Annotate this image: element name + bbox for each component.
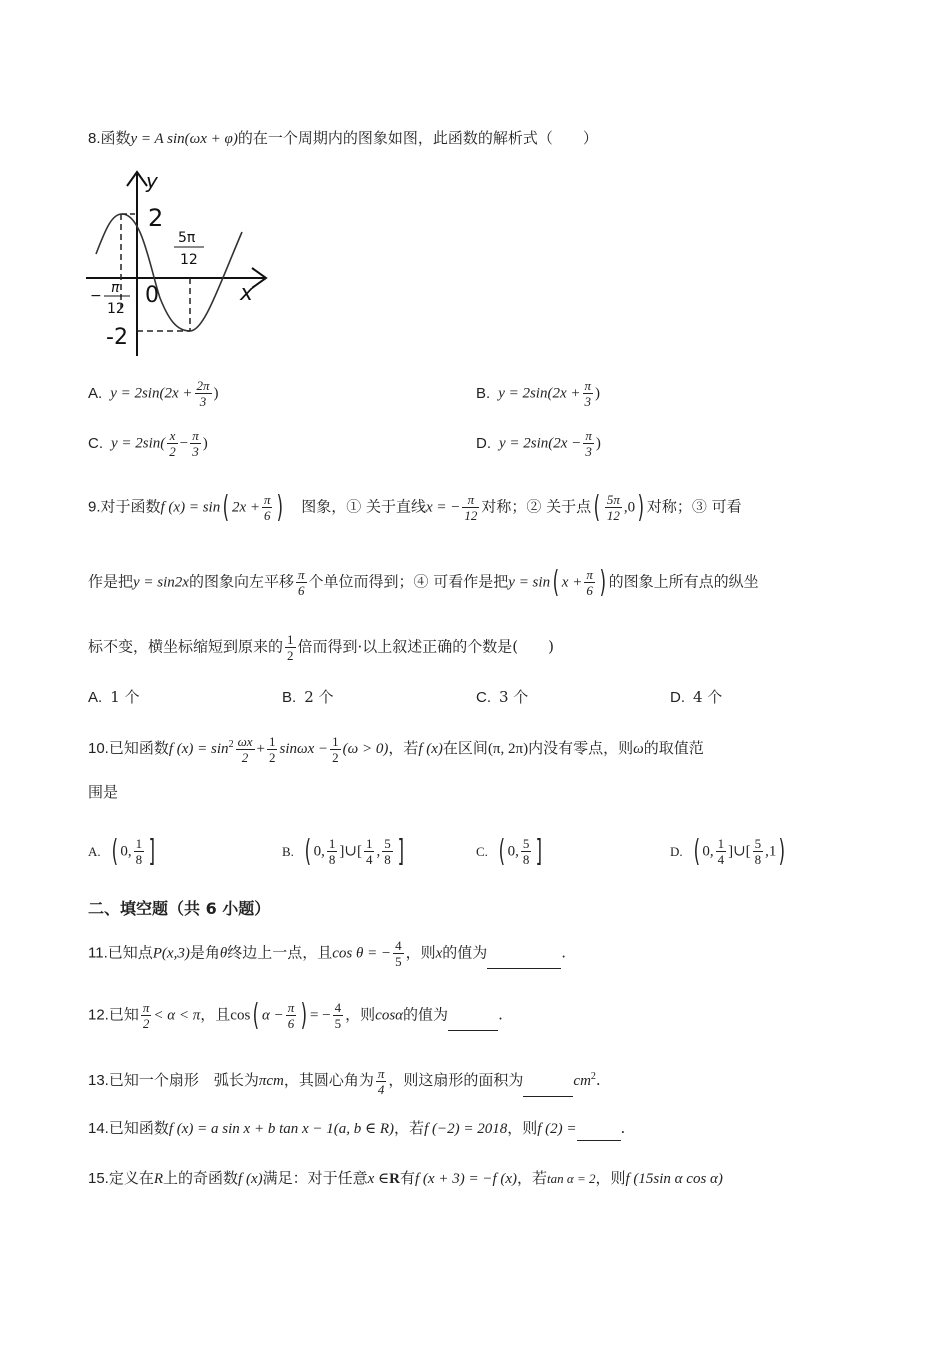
q11-a: 11.已知点 (88, 944, 153, 962)
q9-l2-y2: y = sin (508, 574, 551, 591)
q12-ca: cosα (375, 1007, 404, 1024)
q10-l1-cond: (ω > 0) (342, 741, 389, 757)
q14-end: . (620, 1119, 626, 1137)
q8-stem-a: 8.函数 (88, 130, 131, 147)
q11-c: 终边上一点，且 (227, 943, 333, 962)
q10-b-frac1: $\frac{1}{8}$ (328, 836, 336, 867)
q10-option-c[interactable]: C. ( 0, $\frac{5}{8}$ ] (476, 833, 543, 869)
q12-b: ，且 (200, 1005, 231, 1024)
q10-option-a[interactable]: A. ( 0, $\frac{1}{8}$ ] (88, 833, 156, 869)
q10-d-frac2: $\frac{5}{8}$ (754, 836, 762, 867)
q8-option-a-label: A. (88, 384, 103, 402)
q10-option-d-label: D. (670, 843, 683, 859)
q9-l2-b: 的图象向左平移 (188, 572, 294, 591)
q14-b: ，若 (394, 1119, 425, 1137)
q14-e: f (2) = (537, 1121, 577, 1137)
q12-eq: = − (309, 1007, 331, 1024)
q10-b-0: 0, (313, 843, 325, 860)
q9-l2-in: x + (561, 574, 583, 591)
q13-frac: $\frac{\pi}{4}$ (377, 1065, 385, 1097)
q12-cos: cos (230, 1007, 251, 1024)
q9-option-c-label: C. (476, 689, 491, 706)
q9-l2-a: 作是把 (88, 572, 134, 591)
q11-p: P(x,3) (152, 945, 190, 962)
q10-l1-iv: (π, 2π) (487, 741, 529, 757)
q8-graph-label-2: 2 (148, 204, 164, 232)
q9-l2-d: 的图象上所有点的纵坐 (608, 572, 759, 591)
q8-a-post: ) (213, 385, 219, 402)
q8-d-post: ) (595, 435, 601, 452)
q10-l1-frac2: $\frac{1}{2}$ (268, 733, 276, 765)
q9-option-c-text: 3 个 (499, 688, 529, 706)
q9-l2-c: 个单位而得到；④ 可看作是把 (308, 572, 509, 591)
q10-l1-frac1: $\frac{\omega x}{2}$ (237, 733, 253, 765)
q10-b-frac2: $\frac{1}{4}$ (365, 836, 373, 867)
q15-R: R (153, 1171, 164, 1187)
q13-c: ，则这扇形的面积为 (388, 1071, 524, 1089)
q10-d-union: ]∪[ (728, 843, 751, 860)
q8-a-frac: $\frac{2\pi}{3}$ (196, 378, 210, 409)
q9-option-d-label: D. (670, 689, 685, 706)
q10-d-0: 0, (702, 843, 714, 860)
q9-l1-frac2: $\frac{\pi}{12}$ (464, 492, 478, 523)
q10-b-comma: , (376, 843, 381, 860)
q11-end: . (561, 943, 567, 962)
q9-l1-f: f (x) = sin (160, 499, 221, 516)
q9-line-1: 9.对于函数f (x) = sin( 2x + $\frac{\pi}{6}$ ) 图象，① 关于直线x = − $\frac{\pi}{12}$ 对称；② 关于点( $\frac{5\pi}{12}$ ,0) 对称；③ 可看 (88, 489, 742, 525)
q15 (88, 1166, 723, 1191)
q12-frac1: $\frac{\pi}{2}$ (142, 1000, 150, 1031)
q9-l1-in: 2x + (231, 499, 260, 516)
q9-line-3 (88, 632, 554, 663)
q8-d-pre: y = 2sin(2x − (499, 435, 582, 452)
q15-x: x ∈ (367, 1171, 390, 1187)
q11-cos: cos θ = − (332, 945, 392, 962)
q8-option-b-label: B. (476, 384, 491, 402)
q10-b-frac3: $\frac{5}{8}$ (384, 836, 391, 867)
q13-unit: cm (573, 1073, 591, 1089)
q9-option-a[interactable] (88, 685, 140, 710)
q14-d: ，则 (507, 1119, 538, 1137)
q13-answer-blank[interactable] (523, 1078, 573, 1097)
q8-graph-x-label: x (240, 281, 254, 306)
q9-option-b-label: B. (282, 689, 297, 706)
q8-stem-b: 的在一个周期内的图象如图，此函数的解析式（ ） (237, 129, 598, 147)
q13-pc: πcm (258, 1073, 284, 1089)
q9-l3-frac: $\frac{1}{2}$ (287, 632, 294, 663)
q8-d-frac: $\frac{\pi}{3}$ (585, 428, 592, 459)
q8-c-frac1: $\frac{x}{2}$ (169, 428, 176, 459)
q9-l1-d: 对称；③ 可看 (646, 497, 742, 516)
q9-l1-frac: $\frac{\pi}{6}$ (263, 492, 271, 523)
q8-c-pre: y = 2sin( (111, 435, 166, 452)
q8-graph-y-label: y (146, 169, 158, 193)
q8-option-d[interactable] (476, 428, 601, 459)
q12-e: 的值为 (403, 1005, 449, 1024)
q10-l1-p: + (256, 741, 265, 757)
q12-lt: < α < π (153, 1007, 201, 1024)
q10-l1-d: 内没有零点，则 (528, 739, 634, 757)
q15-e: f (x + 3) = −f (x) (415, 1171, 518, 1187)
q9-line-2: 作是把y = sin2x的图象向左平移 $\frac{\pi}{6}$ 个单位而得到；④ 可看作是把y = sin( x + $\frac{\pi}{6}$ ) 的图象上所有点的纵坐 (88, 564, 759, 600)
q8-graph-label-0: 0 (145, 283, 159, 308)
q9-l1-frac3: $\frac{5\pi}{12}$ (606, 492, 620, 523)
q8-c-frac2: $\frac{\pi}{3}$ (192, 428, 199, 459)
q8-graph-label-neg2: -2 (106, 325, 128, 350)
q9-l1-x: x = − (425, 499, 461, 516)
q13-end: . (595, 1071, 601, 1089)
q8-stem (88, 126, 598, 151)
q8-a-pre: y = 2sin(2x + (110, 385, 193, 402)
q15-tan: tan α = 2 (547, 1171, 596, 1186)
q8-option-c-label: C. (88, 434, 103, 452)
q8-option-a[interactable] (88, 378, 219, 409)
q15-c: 满足：对于任意 (262, 1169, 368, 1187)
q9-option-d[interactable] (670, 685, 722, 710)
q10-l1-a: 10.已知函数 (88, 740, 169, 757)
q15-g: ，则 (595, 1169, 626, 1187)
section-fill-in-title: 二、填空题（共 6 小题） (88, 899, 271, 918)
q10-option-a-label: A. (88, 843, 101, 859)
q10-c-0: 0, (507, 843, 519, 860)
q8-graph-neg-12: 12 (107, 301, 125, 317)
q12-a: 12.已知 (88, 1006, 139, 1024)
q9-option-a-label: A. (88, 689, 103, 706)
q10-l1-e: 的取值范 (643, 739, 704, 757)
q10-option-c-label: C. (476, 843, 488, 859)
q12-end: . (498, 1005, 503, 1024)
q14-c: f (−2) = 2018 (424, 1121, 508, 1137)
q11-theta: θ (219, 945, 228, 962)
q12-in: α − (262, 1007, 284, 1024)
q8-c-mid: − (179, 435, 189, 452)
q9-l2-frac: $\frac{\pi}{6}$ (297, 567, 305, 598)
q10-d-comma: ,1 (765, 843, 777, 860)
q11 (88, 938, 566, 969)
q14-a: 14.已知函数 (88, 1120, 169, 1137)
q8-graph-fivepi: 5π (178, 230, 196, 246)
q10-c-frac: $\frac{5}{8}$ (522, 836, 530, 867)
q10-a-frac: $\frac{1}{8}$ (135, 836, 143, 867)
q10-d-frac1: $\frac{1}{4}$ (717, 836, 725, 867)
q9-l3-b: 倍而得到·以上叙述正确的个数是( ) (297, 637, 554, 656)
q11-f: 的值为 (442, 943, 488, 962)
q10-l1-sq: 2 (228, 739, 234, 750)
q15-f: ，若 (517, 1169, 548, 1187)
q8-c-post: ) (202, 435, 208, 452)
q15-d: 有 (400, 1169, 416, 1187)
q12-frac3: $\frac{4}{5}$ (334, 1000, 342, 1031)
q13-b: ，其圆心角为 (283, 1071, 374, 1089)
q8-graph (84, 168, 284, 363)
q9-option-b-text: 2 个 (304, 688, 334, 706)
q9-option-d-text: 4 个 (693, 688, 723, 706)
q14-answer-blank[interactable] (577, 1122, 621, 1141)
q10-l1-frac3: $\frac{1}{2}$ (332, 733, 339, 765)
q10-option-b-label: B. (282, 843, 294, 859)
q10-a-0: 0, (120, 843, 132, 860)
q8-graph-neg-sign: − (90, 288, 102, 304)
q11-x: x (435, 945, 443, 962)
q10-l1-b: ，若 (388, 739, 419, 757)
q15-h: f (15sin α cos α) (625, 1171, 723, 1187)
q15-b: 上的奇函数 (163, 1169, 239, 1187)
q8-graph-neg-pi: π (111, 280, 120, 296)
q14-f: f (x) = a sin x + b tan x − 1(a, b ∈ R) (168, 1121, 395, 1137)
q8-b-frac: $\frac{\pi}{3}$ (584, 378, 592, 409)
q9-l1-c: 对称；② 关于点 (481, 497, 592, 516)
q13-sup: 2 (590, 1071, 596, 1082)
q11-frac: $\frac{4}{5}$ (395, 938, 402, 969)
q10-option-d[interactable]: D. ( 0, $\frac{1}{4}$ ]∪[ $\frac{5}{8}$ ,1) (670, 833, 786, 869)
q8-option-c[interactable] (88, 428, 208, 459)
q11-b: 是角 (189, 943, 220, 962)
q12-c: ，则 (345, 1005, 376, 1024)
q15-a: 15.定义在 (88, 1170, 154, 1187)
q15-Rb: R (389, 1171, 400, 1187)
q11-e: ，则 (405, 943, 436, 962)
q8-option-d-label: D. (476, 434, 491, 452)
q9-l2-y: y = sin2x (133, 574, 189, 591)
q13-a: 13.已知一个扇形 弧长为 (88, 1072, 259, 1089)
q10-l1-w: ω (633, 741, 644, 757)
q12: 12.已知 $\frac{\pi}{2}$ < α < π，且cos( α − $\frac{\pi}{6}$ ) = − $\frac{4}{5}$ ，则cosα的值为 . (88, 997, 503, 1033)
q13 (88, 1065, 601, 1097)
q10-line-1 (88, 733, 704, 765)
q10-option-b[interactable]: B. ( 0, $\frac{1}{8}$ ]∪[ $\frac{1}{4}$ , $\frac{5}{8}$ ] (282, 833, 404, 869)
q9-l1-0: ,0 (623, 499, 636, 516)
q8-option-b[interactable] (476, 378, 600, 409)
q12-answer-blank[interactable] (448, 1012, 498, 1031)
q9-l1-a: 9.对于函数 (88, 498, 161, 516)
q10-line-2: 围是 (88, 783, 119, 801)
q9-l2-frac2: $\frac{\pi}{6}$ (586, 567, 593, 598)
q12-frac2: $\frac{\pi}{6}$ (287, 1000, 295, 1031)
q9-option-b[interactable] (282, 685, 334, 710)
q8-formula: y = A sin(ωx + φ) (130, 131, 238, 147)
q10-l1-f: f (x) = sin (168, 741, 229, 757)
q8-b-pre: y = 2sin(2x + (498, 385, 581, 402)
q15-fx: f (x) (238, 1171, 263, 1187)
q9-option-a-text: 1 个 (110, 688, 140, 706)
q8-graph-fivepi-den: 12 (180, 252, 198, 268)
q10-l1-c: 在区间 (442, 739, 488, 757)
q10-l1-fx: f (x) (418, 741, 443, 757)
q8-b-post: ) (595, 385, 601, 402)
q14 (88, 1116, 625, 1141)
q9-l1-b: 图象，① 关于直线 (286, 497, 426, 516)
q11-answer-blank[interactable] (487, 950, 561, 969)
q10-l1-sin: sinωx − (279, 741, 329, 757)
q10-b-union: ]∪[ (339, 843, 362, 860)
q9-option-c[interactable] (476, 685, 528, 710)
q9-l3-a: 标不变，横坐标缩短到原来的 (88, 637, 284, 656)
